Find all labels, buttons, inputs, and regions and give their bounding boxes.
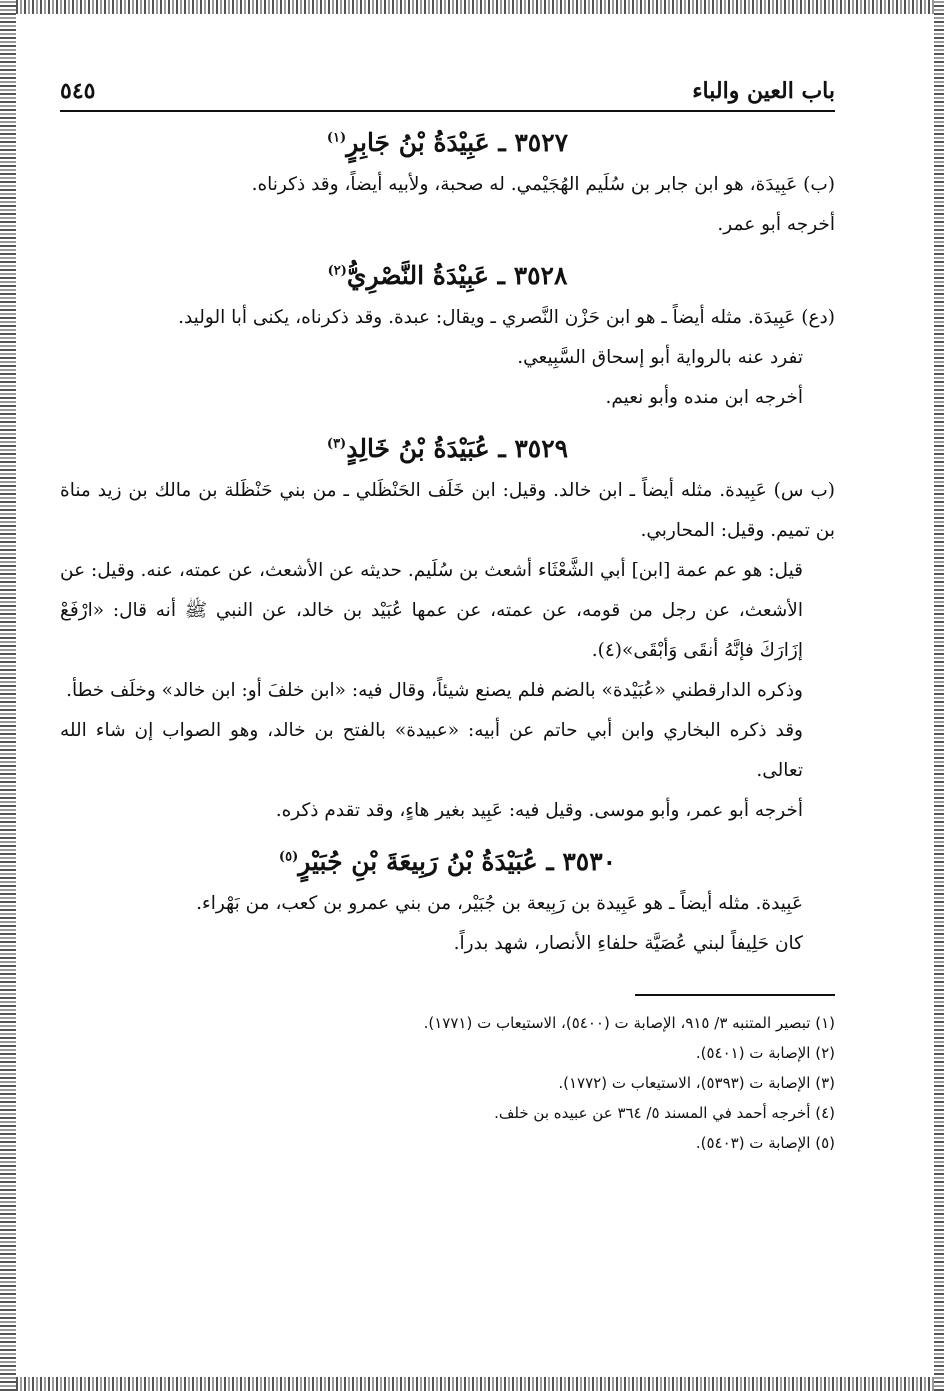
entry-title-text: ٣٥٢٨ ـ عَبِيْدَةُ النَّصْرِيُّ (346, 261, 568, 290)
note-ref: (٣) (326, 436, 347, 452)
entry-paragraph: (دع) عَبِيدَة. مثله أيضاً ـ هو ابن حَزْن النَّصري ـ ويقال: عبدة. وقد ذكرناه، يكنى أبا الوليد. (178, 307, 835, 328)
entry-paragraph: عَبِيدة. مثله أيضاً ـ هو عَبِيدة بن رَبِيعة بن جُبَيْر، من بني عمرو بن كعب، من بَهْراء. (196, 893, 803, 914)
footnote-separator (635, 994, 835, 996)
entry-title-text: ٣٥٢٩ ـ عُبَيْدَةُ بْنُ خَالِدٍ (346, 434, 569, 463)
entry-paragraph: (ب) عَبِيدَة، هو ابن جابر بن سُلَيم الهُجَيْمي. له صحبة، ولأبيه أيضاً، وقد ذكرناه. (251, 174, 835, 195)
entry-paragraph: (ب س) عَبِيدة. مثله أيضاً ـ ابن خالد. وقيل: ابن خَلَف الحَنْظَلي ـ من بني حَنْظَلة بن مالك بن زيد مناة بن تميم. وقيل: المحاربي. (60, 480, 835, 541)
entry-title-text: ٣٥٢٧ ـ عَبِيْدَةُ بْنُ جَابِرٍ (346, 128, 569, 157)
note-ref: (٥) (278, 849, 299, 865)
footnote: (٤) أخرجه أحمد في المسند ٥/ ٣٦٤ عن عبيده بن خلف. (494, 1104, 835, 1122)
footnote: (٢) الإصابة ت (٥٤٠١). (695, 1044, 835, 1062)
decorative-border-bottom (0, 1377, 944, 1391)
entry-title (60, 434, 835, 463)
entry-paragraph: أخرجه أبو عمر، وأبو موسى. وقيل فيه: عَبِيد بغير هاءٍ، وقد تقدم ذكره. (275, 800, 803, 821)
entry-paragraph: تفرد عنه بالرواية أبو إسحاق السَّبِيعي. (517, 347, 803, 368)
entry-paragraph: وذكره الدارقطني «عُبَيْدة» بالضم فلم يصنع شيئاً، وقال فيه: «ابن خلفَ أو: ابن خالد» وخلَف خطأ. (66, 680, 803, 701)
entry-paragraph: كان حَلِيفاً لبني عُصَيَّة حلفاءِ الأنصار، شهد بدراً. (453, 933, 803, 954)
footnote: (١) تبصير المتنبه ٣/ ٩١٥، الإصابة ت (٥٤٠٠)، الاستيعاب ت (١٧٧١). (423, 1014, 835, 1032)
footnote: (٥) الإصابة ت (٥٤٠٣). (695, 1134, 835, 1152)
note-ref: (١) (326, 130, 347, 146)
page-number: ٥٤٥ (60, 78, 96, 104)
entry-title (60, 847, 835, 876)
entry-title (60, 261, 835, 290)
entry-paragraph: وقد ذكره البخاري وابن أبي حاتم عن أبيه: «عبيدة» بالفتح بن خالد، وهو الصواب إن شاء الله تعالى. (60, 720, 803, 781)
note-ref: (٢) (327, 263, 347, 279)
entry-paragraph: أخرجه ابن منده وأبو نعيم. (605, 387, 803, 408)
decorative-border-right (934, 0, 944, 1391)
entry-title-text: ٣٥٣٠ ـ عُبَيْدَةُ بْنُ رَبِيعَةَ بْنِ جُبَيْرٍ (298, 847, 617, 876)
entry-title (60, 128, 835, 157)
chapter-title: باب العين والباء (692, 78, 835, 104)
decorative-border-left (0, 0, 16, 1391)
entry-paragraph: أخرجه أبو عمر. (717, 214, 835, 235)
book-page (60, 64, 835, 1158)
entry-paragraph: قيل: هو عم عمة [ابن] أبي الشَّعْثَاء أشعث بن سُلَيم. حديثه عن الأشعث، عن عمته، عنه. وقيل: عن الأشعث، عن رجل من قومه، عن عمته، عن عمها عُبَيْد بن خالد، عن النبي ﷺ أنه قال: «ارْفَعْ إزَارَكَ فإنَّهُ أنقَى وَأبْقَى»(٤). (60, 560, 803, 661)
page-header (60, 64, 835, 112)
decorative-border-top (0, 0, 944, 14)
footnote: (٣) الإصابة ت (٥٣٩٣)، الاستيعاب ت (١٧٧٢). (558, 1074, 835, 1092)
